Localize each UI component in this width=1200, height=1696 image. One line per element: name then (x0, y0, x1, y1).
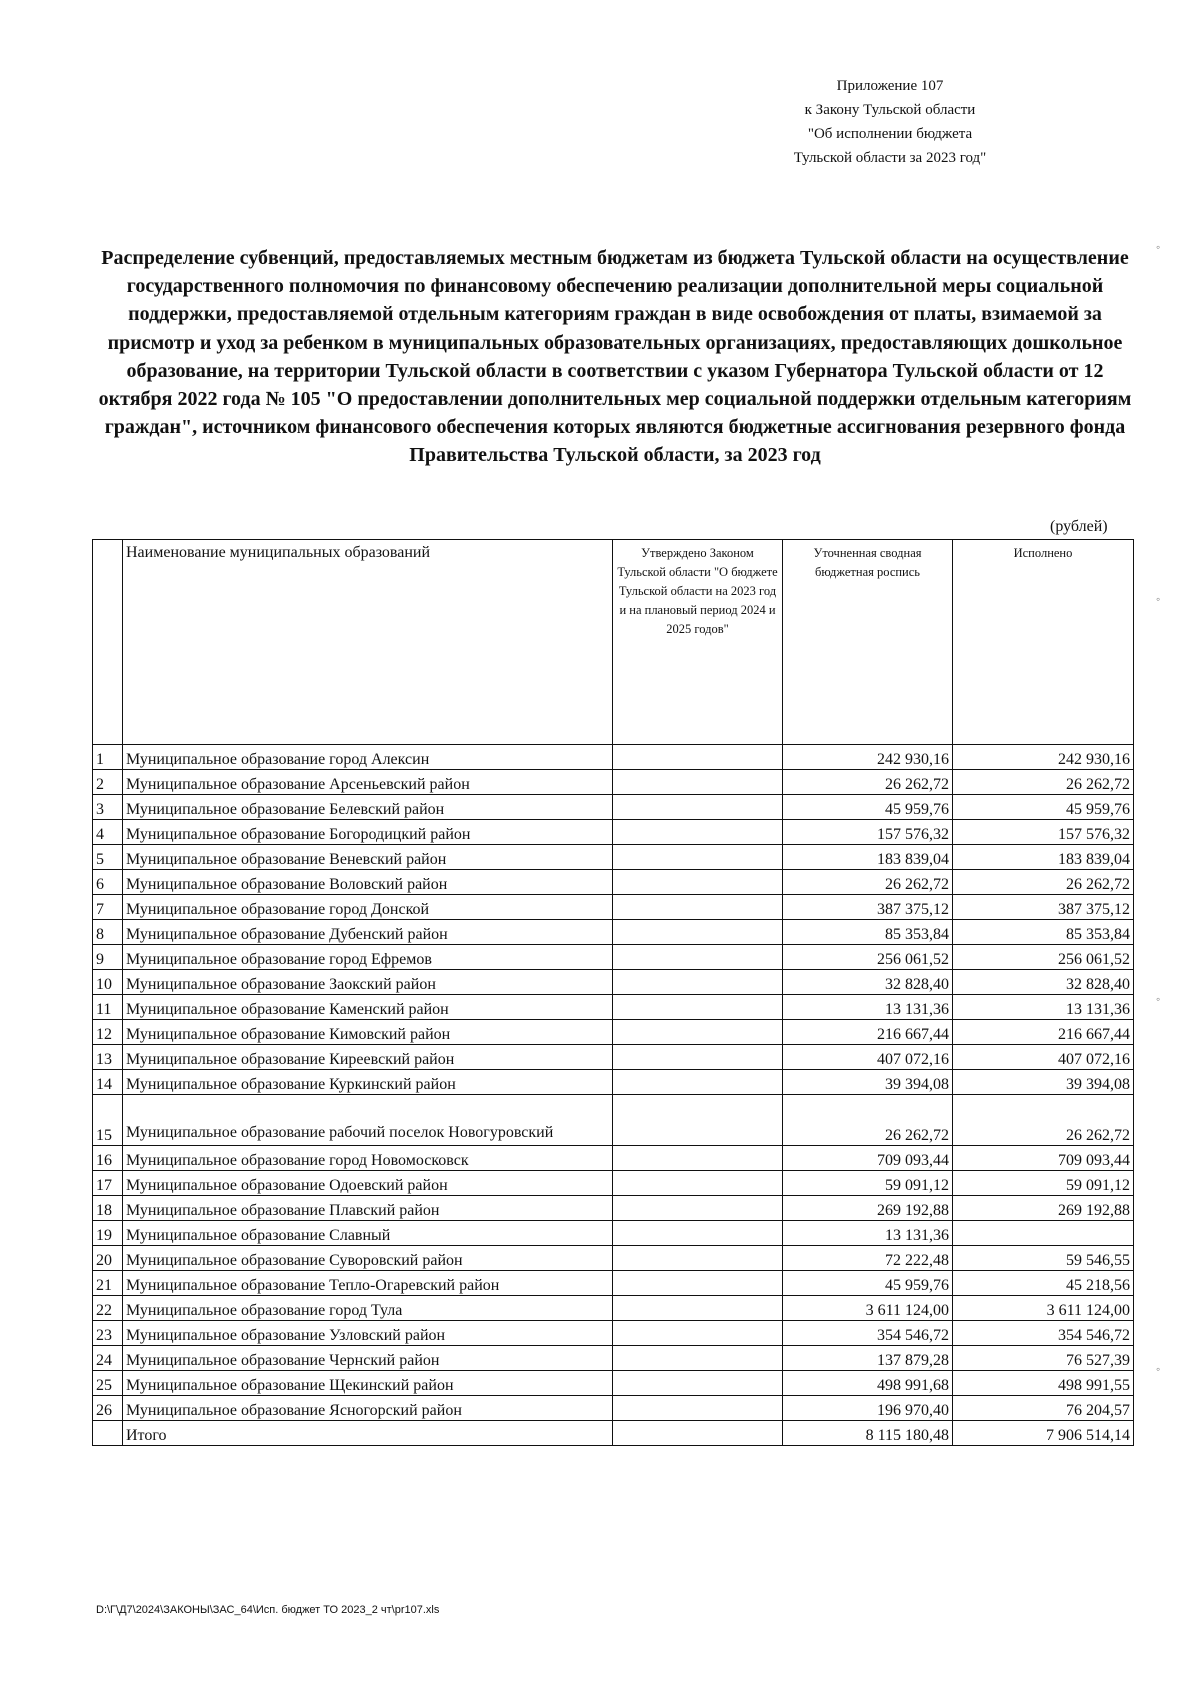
row-executed (953, 1221, 1134, 1246)
row-revised: 269 192,88 (783, 1196, 953, 1221)
row-approved (613, 1171, 783, 1196)
row-number: 19 (93, 1221, 123, 1246)
row-executed: 256 061,52 (953, 945, 1134, 970)
row-executed: 26 262,72 (953, 770, 1134, 795)
table-header-row (93, 540, 1134, 745)
table-row (93, 770, 1134, 795)
table-row (93, 1346, 1134, 1371)
units-label: (рублей) (1050, 518, 1108, 535)
table-row (93, 945, 1134, 970)
row-number: 18 (93, 1196, 123, 1221)
file-path-footer: D:\Г\Д7\2024\ЗАКОНЫ\ЗАС_64\Исп. бюджет ТО 2023_2 чт\pr107.xls (96, 1604, 440, 1616)
row-executed: 709 093,44 (953, 1146, 1134, 1171)
row-approved (613, 745, 783, 770)
row-number: 23 (93, 1321, 123, 1346)
row-name: Муниципальное образование Тепло-Огаревский район (123, 1271, 613, 1296)
table-row (93, 995, 1134, 1020)
row-approved (613, 1070, 783, 1095)
row-approved (613, 1321, 783, 1346)
table-row (93, 1371, 1134, 1396)
row-name: Муниципальное образование Чернский район (123, 1346, 613, 1371)
appendix-line-3: "Об исполнении бюджета (807, 126, 973, 142)
row-approved (613, 1146, 783, 1171)
row-executed: 85 353,84 (953, 920, 1134, 945)
table-row (93, 1196, 1134, 1221)
row-approved (613, 1396, 783, 1421)
row-approved (613, 820, 783, 845)
table-row (93, 895, 1134, 920)
row-executed: 3 611 124,00 (953, 1296, 1134, 1321)
row-number: 17 (93, 1171, 123, 1196)
table-row (93, 1171, 1134, 1196)
total-executed: 7 906 514,14 (953, 1421, 1134, 1446)
row-executed: 26 262,72 (953, 1095, 1134, 1146)
row-name: Муниципальное образование Одоевский район (123, 1171, 613, 1196)
row-number: 24 (93, 1346, 123, 1371)
row-revised: 26 262,72 (783, 770, 953, 795)
row-approved (613, 845, 783, 870)
table-row (93, 1246, 1134, 1271)
row-approved (613, 1296, 783, 1321)
row-revised: 387 375,12 (783, 895, 953, 920)
table-row (93, 1020, 1134, 1045)
row-number: 13 (93, 1045, 123, 1070)
row-approved (613, 1246, 783, 1271)
row-number: 10 (93, 970, 123, 995)
row-approved (613, 970, 783, 995)
row-executed: 407 072,16 (953, 1045, 1134, 1070)
row-approved (613, 870, 783, 895)
row-number: 5 (93, 845, 123, 870)
row-executed: 157 576,32 (953, 820, 1134, 845)
header-name: Наименование муниципальных образований (123, 540, 613, 745)
row-executed: 76 527,39 (953, 1346, 1134, 1371)
row-number: 22 (93, 1296, 123, 1321)
header-executed: Исполнено (953, 540, 1134, 745)
row-number: 7 (93, 895, 123, 920)
row-name: Муниципальное образование Каменский район (123, 995, 613, 1020)
row-revised: 3 611 124,00 (783, 1296, 953, 1321)
row-number: 20 (93, 1246, 123, 1271)
row-revised: 39 394,08 (783, 1070, 953, 1095)
row-revised: 216 667,44 (783, 1020, 953, 1045)
table-row (93, 1221, 1134, 1246)
row-executed: 354 546,72 (953, 1321, 1134, 1346)
total-label: Итого (123, 1421, 613, 1446)
appendix-line-1: Приложение 107 (836, 78, 944, 94)
table-row (93, 795, 1134, 820)
row-revised: 183 839,04 (783, 845, 953, 870)
row-name: Муниципальное образование Заокский район (123, 970, 613, 995)
appendix-line-4: Тульской области за 2023 год" (793, 150, 987, 166)
row-name: Муниципальное образование город Ефремов (123, 945, 613, 970)
row-name: Муниципальное образование Узловский район (123, 1321, 613, 1346)
row-approved (613, 1221, 783, 1246)
appendix-block (740, 74, 1040, 170)
row-approved (613, 1271, 783, 1296)
row-executed: 59 546,55 (953, 1246, 1134, 1271)
scan-mark: ◦ (1156, 240, 1161, 254)
row-revised: 26 262,72 (783, 870, 953, 895)
row-number: 2 (93, 770, 123, 795)
row-number: 25 (93, 1371, 123, 1396)
row-number: 16 (93, 1146, 123, 1171)
row-executed: 32 828,40 (953, 970, 1134, 995)
row-approved (613, 1371, 783, 1396)
row-revised: 256 061,52 (783, 945, 953, 970)
total-number (93, 1421, 123, 1446)
appendix-line-2: к Закону Тульской области (804, 102, 976, 118)
row-name: Муниципальное образование Богородицкий район (123, 820, 613, 845)
table-row (93, 1146, 1134, 1171)
row-revised: 242 930,16 (783, 745, 953, 770)
row-number: 11 (93, 995, 123, 1020)
row-number: 3 (93, 795, 123, 820)
row-revised: 196 970,40 (783, 1396, 953, 1421)
row-number: 21 (93, 1271, 123, 1296)
row-revised: 354 546,72 (783, 1321, 953, 1346)
document-title: Распределение субвенций, предоставляемых местным бюджетам из бюджета Тульской области на осуществление государственного полномочия по финансовому обеспечению реализации дополнительной меры социальной поддержки, предоставляемой отдельным категориям граждан в виде освобождения от платы, взимаемой за присмотр и уход за ребенком в муниципальных образовательных организациях, предоставляющих дошкольное образование, на территории Тульской области в соответствии с указом Губернатора Тульской области от 12 октября 2022 года № 105 "О предоставлении дополнительных мер социальной поддержки отдельным категориям граждан", источником финансового обеспечения которых являются бюджетные ассигнования резервного фонда Правительства Тульской области, за 2023 год (98, 247, 1132, 467)
row-name: Муниципальное образование город Донской (123, 895, 613, 920)
table-row (93, 920, 1134, 945)
row-name: Муниципальное образование Ясногорский район (123, 1396, 613, 1421)
row-revised: 498 991,68 (783, 1371, 953, 1396)
header-number (93, 540, 123, 745)
table-row (93, 1070, 1134, 1095)
row-revised: 45 959,76 (783, 1271, 953, 1296)
row-name: Муниципальное образование Плавский район (123, 1196, 613, 1221)
row-executed: 216 667,44 (953, 1020, 1134, 1045)
row-executed: 59 091,12 (953, 1171, 1134, 1196)
row-revised: 72 222,48 (783, 1246, 953, 1271)
row-revised: 157 576,32 (783, 820, 953, 845)
row-executed: 183 839,04 (953, 845, 1134, 870)
row-executed: 269 192,88 (953, 1196, 1134, 1221)
row-number: 9 (93, 945, 123, 970)
row-name: Муниципальное образование Киреевский район (123, 1045, 613, 1070)
row-approved (613, 895, 783, 920)
table-row (93, 870, 1134, 895)
row-name: Муниципальное образование Белевский район (123, 795, 613, 820)
row-executed: 26 262,72 (953, 870, 1134, 895)
table-body (93, 745, 1134, 1446)
row-number: 12 (93, 1020, 123, 1045)
row-revised: 13 131,36 (783, 995, 953, 1020)
row-number: 8 (93, 920, 123, 945)
row-revised: 137 879,28 (783, 1346, 953, 1371)
row-name: Муниципальное образование Дубенский район (123, 920, 613, 945)
row-name: Муниципальное образование Славный (123, 1221, 613, 1246)
total-approved (613, 1421, 783, 1446)
row-approved (613, 1045, 783, 1070)
row-approved (613, 945, 783, 970)
row-name: Муниципальное образование Воловский район (123, 870, 613, 895)
row-revised: 45 959,76 (783, 795, 953, 820)
row-executed: 13 131,36 (953, 995, 1134, 1020)
row-name: Муниципальное образование Суворовский район (123, 1246, 613, 1271)
row-number: 1 (93, 745, 123, 770)
table-row (93, 745, 1134, 770)
table-row (93, 1321, 1134, 1346)
scan-mark: ◦ (1156, 592, 1161, 606)
header-revised: Уточненная сводная бюджетная роспись (783, 540, 953, 745)
row-approved (613, 1020, 783, 1045)
row-approved (613, 920, 783, 945)
row-name: Муниципальное образование Арсеньевский район (123, 770, 613, 795)
row-number: 26 (93, 1396, 123, 1421)
row-approved (613, 1346, 783, 1371)
row-name: Муниципальное образование Куркинский район (123, 1070, 613, 1095)
header-approved: Утверждено Законом Тульской области "О бюджете Тульской области на 2023 год и на плановый период 2024 и 2025 годов" (613, 540, 783, 745)
row-revised: 59 091,12 (783, 1171, 953, 1196)
row-name: Муниципальное образование Щекинский район (123, 1371, 613, 1396)
row-number: 6 (93, 870, 123, 895)
total-revised: 8 115 180,48 (783, 1421, 953, 1446)
row-number: 15 (93, 1095, 123, 1146)
row-executed: 387 375,12 (953, 895, 1134, 920)
row-approved (613, 770, 783, 795)
table-row (93, 1271, 1134, 1296)
row-revised: 32 828,40 (783, 970, 953, 995)
scan-mark: ◦ (1156, 1362, 1161, 1376)
table-row (93, 1296, 1134, 1321)
subvention-table (92, 539, 1134, 1446)
row-number: 14 (93, 1070, 123, 1095)
row-approved (613, 795, 783, 820)
row-name: Муниципальное образование город Алексин (123, 745, 613, 770)
row-name: Муниципальное образование город Тула (123, 1296, 613, 1321)
table-row (93, 845, 1134, 870)
table-row (93, 1045, 1134, 1070)
row-executed: 76 204,57 (953, 1396, 1134, 1421)
row-executed: 45 959,76 (953, 795, 1134, 820)
table-row (93, 970, 1134, 995)
row-name: Муниципальное образование Кимовский район (123, 1020, 613, 1045)
row-executed: 39 394,08 (953, 1070, 1134, 1095)
row-approved (613, 1196, 783, 1221)
row-revised: 26 262,72 (783, 1095, 953, 1146)
row-executed: 242 930,16 (953, 745, 1134, 770)
table-row (93, 1095, 1134, 1146)
table-row (93, 820, 1134, 845)
row-revised: 13 131,36 (783, 1221, 953, 1246)
row-executed: 45 218,56 (953, 1271, 1134, 1296)
row-revised: 85 353,84 (783, 920, 953, 945)
row-executed: 498 991,55 (953, 1371, 1134, 1396)
scan-mark: ◦ (1156, 992, 1161, 1006)
row-approved (613, 1095, 783, 1146)
total-row (93, 1421, 1134, 1446)
row-revised: 709 093,44 (783, 1146, 953, 1171)
row-name: Муниципальное образование рабочий поселок Новогуровский (123, 1095, 613, 1146)
row-name: Муниципальное образование город Новомосковск (123, 1146, 613, 1171)
row-number: 4 (93, 820, 123, 845)
row-name: Муниципальное образование Веневский район (123, 845, 613, 870)
row-revised: 407 072,16 (783, 1045, 953, 1070)
table-row (93, 1396, 1134, 1421)
row-approved (613, 995, 783, 1020)
